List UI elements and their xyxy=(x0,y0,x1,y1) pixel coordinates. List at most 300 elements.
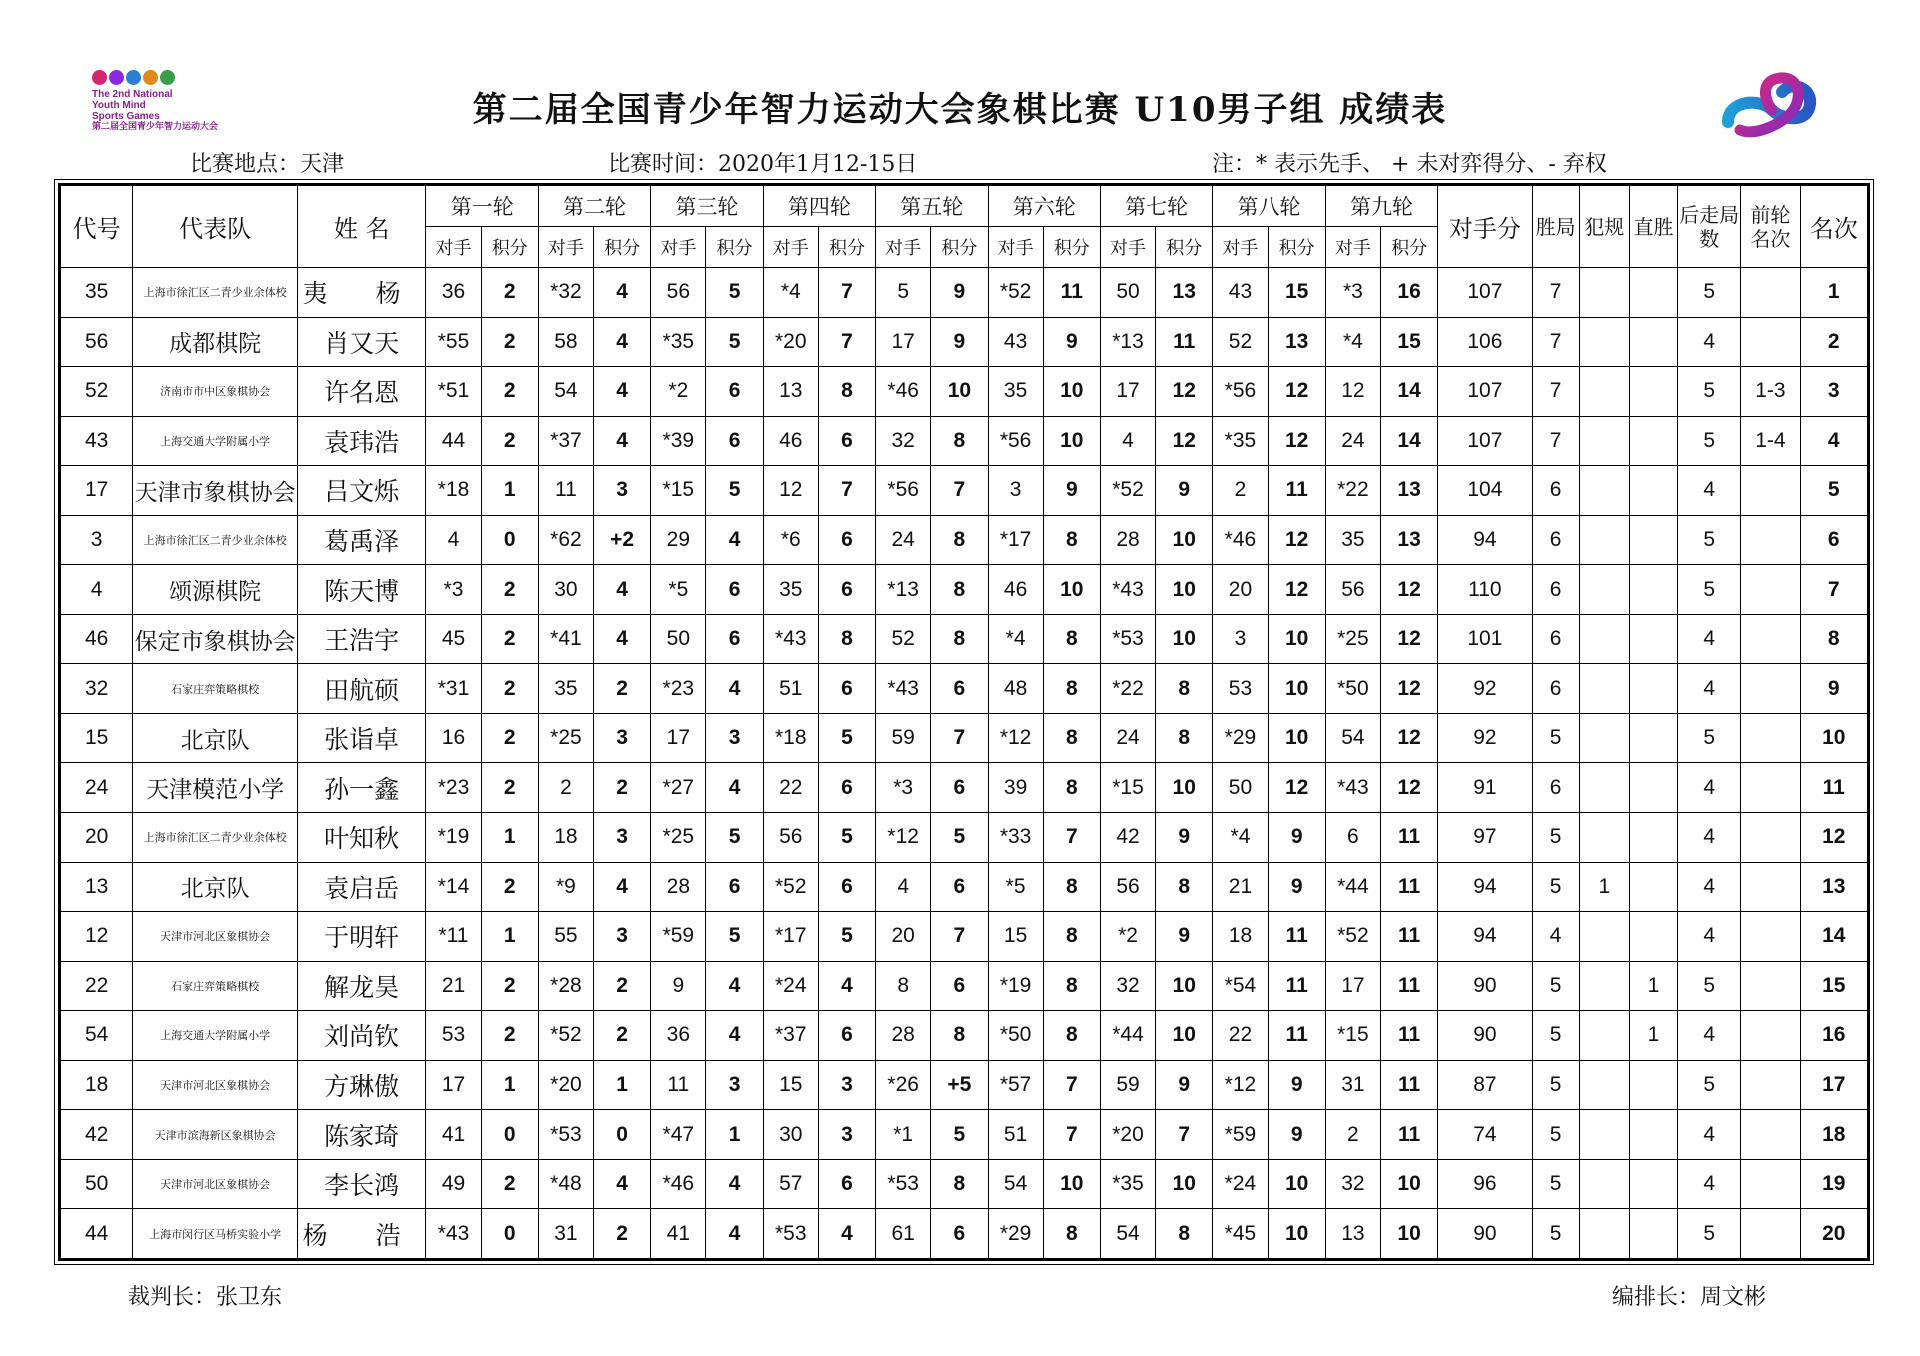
table-row xyxy=(60,367,1869,417)
opponent-score: 101 xyxy=(1438,614,1532,664)
player-team: 天津模范小学 xyxy=(133,763,298,813)
header-rank: 名次 xyxy=(1800,185,1868,268)
final-rank: 6 xyxy=(1800,515,1868,565)
header-round-5: 第五轮 xyxy=(876,185,988,227)
prev-rank: 1-4 xyxy=(1741,416,1800,466)
table-row xyxy=(60,1209,1869,1260)
round-opponent: 50 xyxy=(1100,268,1155,318)
round-opponent: *43 xyxy=(426,1209,481,1260)
player-name: 李长鸿 xyxy=(297,1159,425,1209)
opponent-score: 90 xyxy=(1438,961,1532,1011)
round-points: 2 xyxy=(481,961,538,1011)
round-opponent: 35 xyxy=(538,664,593,714)
player-name: 夷 杨 xyxy=(297,268,425,318)
header-opponent: 对手 xyxy=(988,227,1043,268)
round-points: 4 xyxy=(706,664,763,714)
round-points: 10 xyxy=(1156,1011,1213,1061)
fouls xyxy=(1579,813,1629,863)
header-name: 姓 名 xyxy=(297,185,425,268)
round-opponent: *18 xyxy=(763,713,818,763)
second-moves: 4 xyxy=(1678,1011,1741,1061)
final-rank: 11 xyxy=(1800,763,1868,813)
direct-wins xyxy=(1629,317,1677,367)
table-row xyxy=(60,614,1869,664)
round-opponent: 8 xyxy=(876,961,931,1011)
round-points: 8 xyxy=(1043,515,1100,565)
round-points: 8 xyxy=(1043,664,1100,714)
opponent-score: 87 xyxy=(1438,1060,1532,1110)
round-points: 7 xyxy=(818,317,875,367)
round-opponent: 12 xyxy=(763,466,818,516)
round-opponent: *5 xyxy=(651,565,706,615)
wins: 5 xyxy=(1532,713,1579,763)
round-opponent: 15 xyxy=(763,1060,818,1110)
round-points: 6 xyxy=(931,961,988,1011)
logo-line-1: The 2nd National xyxy=(92,89,173,100)
player-name: 陈天博 xyxy=(297,565,425,615)
round-points: 4 xyxy=(818,961,875,1011)
round-opponent: *51 xyxy=(426,367,481,417)
round-opponent: 61 xyxy=(876,1209,931,1260)
round-points: 6 xyxy=(818,565,875,615)
round-opponent: *23 xyxy=(651,664,706,714)
second-moves: 4 xyxy=(1678,763,1741,813)
round-opponent: 43 xyxy=(988,317,1043,367)
round-points: 12 xyxy=(1380,614,1437,664)
round-points: 8 xyxy=(1043,763,1100,813)
wins: 5 xyxy=(1532,1060,1579,1110)
round-opponent: 17 xyxy=(1100,367,1155,417)
round-points: 5 xyxy=(706,813,763,863)
round-opponent: *52 xyxy=(763,862,818,912)
direct-wins: 1 xyxy=(1629,961,1677,1011)
round-points: 9 xyxy=(1268,1110,1325,1160)
round-opponent: *4 xyxy=(1213,813,1268,863)
prev-rank xyxy=(1741,813,1800,863)
wins: 5 xyxy=(1532,1011,1579,1061)
round-opponent: *6 xyxy=(763,515,818,565)
round-opponent: *39 xyxy=(651,416,706,466)
prev-rank xyxy=(1741,1011,1800,1061)
round-points: 11 xyxy=(1380,1110,1437,1160)
opponent-score: 97 xyxy=(1438,813,1532,863)
second-moves: 5 xyxy=(1678,961,1741,1011)
round-points: 6 xyxy=(818,664,875,714)
player-id: 20 xyxy=(60,813,133,863)
round-points: 12 xyxy=(1268,763,1325,813)
fouls xyxy=(1579,565,1629,615)
table-row xyxy=(60,1159,1869,1209)
opponent-score: 94 xyxy=(1438,912,1532,962)
round-opponent: *1 xyxy=(876,1110,931,1160)
round-points: 10 xyxy=(1156,565,1213,615)
second-moves: 4 xyxy=(1678,1159,1741,1209)
round-opponent: *59 xyxy=(651,912,706,962)
round-points: 10 xyxy=(1380,1209,1437,1260)
player-name: 方琳傲 xyxy=(297,1060,425,1110)
round-points: 6 xyxy=(818,763,875,813)
round-points: 2 xyxy=(481,416,538,466)
player-id: 54 xyxy=(60,1011,133,1061)
header-second-moves: 后走局数 xyxy=(1678,185,1741,268)
round-opponent: *4 xyxy=(1325,317,1380,367)
player-name: 张诣卓 xyxy=(297,713,425,763)
round-opponent: *19 xyxy=(426,813,481,863)
round-opponent: 48 xyxy=(988,664,1043,714)
round-points: 8 xyxy=(1156,713,1213,763)
player-team: 石家庄弈策略棋校 xyxy=(133,664,298,714)
round-opponent: 20 xyxy=(876,912,931,962)
round-points: 12 xyxy=(1380,664,1437,714)
round-points: 12 xyxy=(1156,367,1213,417)
round-points: 1 xyxy=(594,1060,651,1110)
round-points: 10 xyxy=(1156,1159,1213,1209)
round-points: 5 xyxy=(818,912,875,962)
player-team: 保定市象棋协会 xyxy=(133,614,298,664)
round-opponent: 32 xyxy=(1100,961,1155,1011)
wins: 5 xyxy=(1532,862,1579,912)
header-points: 积分 xyxy=(1043,227,1100,268)
round-opponent: 30 xyxy=(763,1110,818,1160)
round-opponent: 2 xyxy=(1325,1110,1380,1160)
round-opponent: *56 xyxy=(876,466,931,516)
header-points: 积分 xyxy=(818,227,875,268)
round-points: 10 xyxy=(1043,565,1100,615)
player-name: 解龙昊 xyxy=(297,961,425,1011)
round-opponent: *48 xyxy=(538,1159,593,1209)
round-points: 8 xyxy=(818,614,875,664)
player-team: 上海交通大学附属小学 xyxy=(133,1011,298,1061)
round-points: 10 xyxy=(1043,416,1100,466)
round-points: 2 xyxy=(594,763,651,813)
round-points: 11 xyxy=(1268,961,1325,1011)
final-rank: 9 xyxy=(1800,664,1868,714)
prev-rank xyxy=(1741,664,1800,714)
round-opponent: *12 xyxy=(1213,1060,1268,1110)
round-points: 9 xyxy=(1268,862,1325,912)
round-points: 0 xyxy=(481,1110,538,1160)
round-opponent: *2 xyxy=(651,367,706,417)
player-team: 北京队 xyxy=(133,713,298,763)
round-opponent: *3 xyxy=(876,763,931,813)
opponent-score: 90 xyxy=(1438,1209,1532,1260)
round-opponent: *29 xyxy=(1213,713,1268,763)
round-opponent: *29 xyxy=(988,1209,1043,1260)
table-row xyxy=(60,664,1869,714)
wins: 6 xyxy=(1532,466,1579,516)
round-points: 4 xyxy=(594,614,651,664)
header-points: 积分 xyxy=(1380,227,1437,268)
round-opponent: 32 xyxy=(1325,1159,1380,1209)
player-name: 袁启岳 xyxy=(297,862,425,912)
header-wins: 胜局 xyxy=(1532,185,1579,268)
round-points: 2 xyxy=(481,317,538,367)
round-opponent: 35 xyxy=(763,565,818,615)
round-opponent: *31 xyxy=(426,664,481,714)
round-points: 2 xyxy=(481,763,538,813)
round-opponent: *2 xyxy=(1100,912,1155,962)
header-round-4: 第四轮 xyxy=(763,185,875,227)
fouls xyxy=(1579,317,1629,367)
round-opponent: *3 xyxy=(1325,268,1380,318)
round-opponent: *55 xyxy=(426,317,481,367)
player-team: 上海交通大学附属小学 xyxy=(133,416,298,466)
round-opponent: 54 xyxy=(1100,1209,1155,1260)
round-points: 3 xyxy=(818,1110,875,1160)
player-name: 王浩宇 xyxy=(297,614,425,664)
round-points: 10 xyxy=(1156,763,1213,813)
player-name: 于明轩 xyxy=(297,912,425,962)
round-opponent: *54 xyxy=(1213,961,1268,1011)
round-points: 3 xyxy=(594,713,651,763)
round-points: 10 xyxy=(1380,1159,1437,1209)
round-points: 2 xyxy=(594,664,651,714)
round-opponent: 36 xyxy=(426,268,481,318)
direct-wins xyxy=(1629,1209,1677,1260)
round-opponent: 46 xyxy=(988,565,1043,615)
round-points: 10 xyxy=(1156,614,1213,664)
round-opponent: 3 xyxy=(988,466,1043,516)
opponent-score: 96 xyxy=(1438,1159,1532,1209)
header-points: 积分 xyxy=(594,227,651,268)
round-points: 13 xyxy=(1380,466,1437,516)
dates-text: 比赛时间：2020年1月12-15日 xyxy=(608,152,918,177)
round-opponent: 54 xyxy=(1325,713,1380,763)
fouls xyxy=(1579,1209,1629,1260)
round-points: 12 xyxy=(1156,416,1213,466)
round-opponent: *53 xyxy=(1100,614,1155,664)
final-rank: 14 xyxy=(1800,912,1868,962)
round-points: 11 xyxy=(1380,1011,1437,1061)
round-opponent: 31 xyxy=(538,1209,593,1260)
round-opponent: *44 xyxy=(1100,1011,1155,1061)
round-points: 8 xyxy=(1043,862,1100,912)
player-id: 43 xyxy=(60,416,133,466)
round-points: 7 xyxy=(1043,1060,1100,1110)
direct-wins xyxy=(1629,614,1677,664)
chief-referee: 裁判长：张卫东 xyxy=(128,1285,283,1310)
header-opponent: 对手 xyxy=(1100,227,1155,268)
round-points: 13 xyxy=(1268,317,1325,367)
header-round-6: 第六轮 xyxy=(988,185,1100,227)
round-opponent: 24 xyxy=(1325,416,1380,466)
round-opponent: *25 xyxy=(538,713,593,763)
round-opponent: 4 xyxy=(876,862,931,912)
round-points: 5 xyxy=(706,912,763,962)
round-points: 4 xyxy=(594,1159,651,1209)
prev-rank xyxy=(1741,565,1800,615)
header-points: 积分 xyxy=(706,227,763,268)
second-moves: 5 xyxy=(1678,515,1741,565)
player-name: 葛禹泽 xyxy=(297,515,425,565)
player-name: 许名恩 xyxy=(297,367,425,417)
table-row xyxy=(60,1060,1869,1110)
round-points: 4 xyxy=(594,367,651,417)
round-opponent: 54 xyxy=(538,367,593,417)
round-points: 8 xyxy=(1043,614,1100,664)
round-opponent: *43 xyxy=(876,664,931,714)
player-id: 52 xyxy=(60,367,133,417)
round-opponent: 13 xyxy=(763,367,818,417)
round-points: 2 xyxy=(594,1209,651,1260)
round-opponent: *27 xyxy=(651,763,706,813)
fouls xyxy=(1579,466,1629,516)
round-opponent: 2 xyxy=(538,763,593,813)
round-points: 8 xyxy=(931,1011,988,1061)
round-points: 4 xyxy=(594,317,651,367)
round-points: 2 xyxy=(481,862,538,912)
player-id: 3 xyxy=(60,515,133,565)
final-rank: 1 xyxy=(1800,268,1868,318)
round-points: 2 xyxy=(481,614,538,664)
player-name: 叶知秋 xyxy=(297,813,425,863)
header-opponent: 对手 xyxy=(876,227,931,268)
results-table xyxy=(58,183,1870,1261)
round-opponent: *44 xyxy=(1325,862,1380,912)
round-points: 7 xyxy=(1043,1110,1100,1160)
round-points: 11 xyxy=(1380,813,1437,863)
table-row xyxy=(60,1110,1869,1160)
round-points: 7 xyxy=(931,466,988,516)
round-opponent: 54 xyxy=(988,1159,1043,1209)
fouls xyxy=(1579,367,1629,417)
round-points: 8 xyxy=(931,515,988,565)
round-points: 8 xyxy=(931,416,988,466)
round-opponent: *12 xyxy=(876,813,931,863)
round-opponent: *13 xyxy=(876,565,931,615)
fouls xyxy=(1579,515,1629,565)
round-opponent: 21 xyxy=(1213,862,1268,912)
opponent-score: 94 xyxy=(1438,862,1532,912)
prev-rank: 1-3 xyxy=(1741,367,1800,417)
round-opponent: 3 xyxy=(1213,614,1268,664)
player-team: 天津市河北区象棋协会 xyxy=(133,912,298,962)
round-opponent: 52 xyxy=(1213,317,1268,367)
second-moves: 5 xyxy=(1678,416,1741,466)
round-points: 7 xyxy=(1043,813,1100,863)
header-points: 积分 xyxy=(481,227,538,268)
round-points: 6 xyxy=(931,862,988,912)
final-rank: 20 xyxy=(1800,1209,1868,1260)
round-points: 8 xyxy=(931,565,988,615)
header-fouls: 犯规 xyxy=(1579,185,1629,268)
second-moves: 5 xyxy=(1678,1209,1741,1260)
prev-rank xyxy=(1741,862,1800,912)
opponent-score: 107 xyxy=(1438,268,1532,318)
round-opponent: *52 xyxy=(1325,912,1380,962)
wins: 6 xyxy=(1532,664,1579,714)
round-opponent: *15 xyxy=(1325,1011,1380,1061)
round-points: 15 xyxy=(1268,268,1325,318)
round-points: 11 xyxy=(1380,1060,1437,1110)
round-opponent: 30 xyxy=(538,565,593,615)
round-opponent: 41 xyxy=(426,1110,481,1160)
player-id: 24 xyxy=(60,763,133,813)
direct-wins xyxy=(1629,813,1677,863)
header-opponent: 对手 xyxy=(651,227,706,268)
round-points: 6 xyxy=(706,367,763,417)
round-points: 12 xyxy=(1268,515,1325,565)
round-points: 0 xyxy=(594,1110,651,1160)
wins: 6 xyxy=(1532,565,1579,615)
player-name: 孙一鑫 xyxy=(297,763,425,813)
round-points: 4 xyxy=(706,1011,763,1061)
round-opponent: *35 xyxy=(651,317,706,367)
round-points: 4 xyxy=(594,862,651,912)
direct-wins xyxy=(1629,912,1677,962)
fouls xyxy=(1579,416,1629,466)
player-id: 50 xyxy=(60,1159,133,1209)
round-opponent: *41 xyxy=(538,614,593,664)
player-id: 17 xyxy=(60,466,133,516)
header-points: 积分 xyxy=(931,227,988,268)
round-points: 10 xyxy=(1043,367,1100,417)
round-opponent: *18 xyxy=(426,466,481,516)
round-opponent: *25 xyxy=(1325,614,1380,664)
round-points: 1 xyxy=(481,1060,538,1110)
round-opponent: *32 xyxy=(538,268,593,318)
round-opponent: 28 xyxy=(1100,515,1155,565)
second-moves: 4 xyxy=(1678,862,1741,912)
round-opponent: 4 xyxy=(426,515,481,565)
round-opponent: *50 xyxy=(1325,664,1380,714)
round-points: 5 xyxy=(818,813,875,863)
wins: 6 xyxy=(1532,614,1579,664)
round-points: 10 xyxy=(1268,664,1325,714)
round-opponent: 39 xyxy=(988,763,1043,813)
round-points: 10 xyxy=(1268,614,1325,664)
round-points: 2 xyxy=(481,1011,538,1061)
round-opponent: *19 xyxy=(988,961,1043,1011)
round-opponent: 56 xyxy=(1100,862,1155,912)
round-points: 11 xyxy=(1268,1011,1325,1061)
round-opponent: *4 xyxy=(763,268,818,318)
prev-rank xyxy=(1741,713,1800,763)
direct-wins xyxy=(1629,367,1677,417)
round-points: 3 xyxy=(594,912,651,962)
header-team: 代表队 xyxy=(133,185,298,268)
round-opponent: 46 xyxy=(763,416,818,466)
wins: 5 xyxy=(1532,961,1579,1011)
fouls xyxy=(1579,1110,1629,1160)
player-team: 北京队 xyxy=(133,862,298,912)
player-team: 天津市河北区象棋协会 xyxy=(133,1060,298,1110)
round-opponent: 17 xyxy=(426,1060,481,1110)
round-opponent: *53 xyxy=(538,1110,593,1160)
round-opponent: *17 xyxy=(763,912,818,962)
header-round-3: 第三轮 xyxy=(651,185,763,227)
round-opponent: *52 xyxy=(538,1011,593,1061)
player-team: 天津市滨海新区象棋协会 xyxy=(133,1110,298,1160)
header-prev-rank: 前轮名次 xyxy=(1741,185,1800,268)
opponent-score: 92 xyxy=(1438,713,1532,763)
round-points: 9 xyxy=(1156,912,1213,962)
header-round-1: 第一轮 xyxy=(426,185,538,227)
prev-rank xyxy=(1741,1060,1800,1110)
round-points: 6 xyxy=(706,565,763,615)
round-points: 10 xyxy=(1043,1159,1100,1209)
prev-rank xyxy=(1741,515,1800,565)
second-moves: 4 xyxy=(1678,813,1741,863)
opponent-score: 107 xyxy=(1438,367,1532,417)
round-opponent: 32 xyxy=(876,416,931,466)
round-points: 4 xyxy=(818,1209,875,1260)
round-opponent: *53 xyxy=(763,1209,818,1260)
round-opponent: 5 xyxy=(876,268,931,318)
round-points: 3 xyxy=(594,466,651,516)
round-points: 14 xyxy=(1380,367,1437,417)
round-opponent: *47 xyxy=(651,1110,706,1160)
